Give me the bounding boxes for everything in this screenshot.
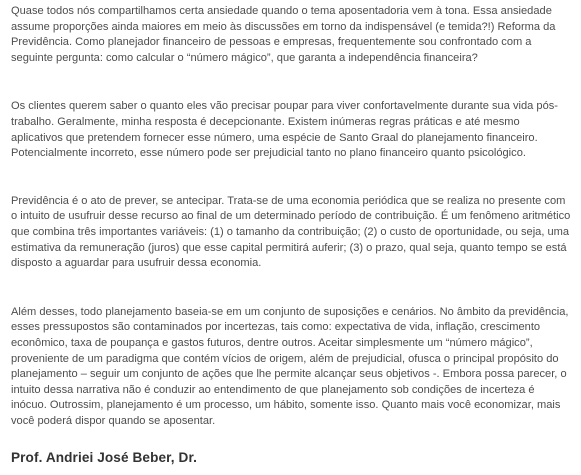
paragraph-2: Os clientes querem saber o quanto eles vão precisar poupar para viver confortavelmente durante sua vida pós-trabalho. Geralmente, minha resposta é decepcionante. Existem inúmeras regras práticas e até mesmo aplicativos que pretendem fornecer esse número, uma espécie de Santo Graal do planejamento financeiro. Potencialmente incorreto, esse número pode ser prejudicial tanto no plano financeiro quanto psicológico.: [11, 100, 558, 160]
paragraph-1: Quase todos nós compartilhamos certa ansiedade quando o tema aposentadoria vem à tona. Essa ansiedade assume proporções ainda maiores em meio às discussões em torno da indispensável (e temida?!) Reforma da Previdência. Como planejador financeiro de pessoas e empresas, frequentemente sou confrontado com a seguinte pergunta: como calcular o “número mágico”, que garanta a independência financeira?: [11, 5, 556, 64]
article-body: [11, 4, 573, 429]
paragraph-4: Além desses, todo planejamento baseia-se em um conjunto de suposições e cenários. No âmbito da previdência, esses pressupostos são contaminados por incertezas, tais como: expectativa de vida, inflação, crescimento econômico, taxa de poupança e gastos futuros, dentre outros. Aceitar simplesmente um “número mágico”, proveniente de um paradigma que contém vícios de origem, além de prejudicial, ofusca o principal propósito do planejamento – seguir um conjunto de ações que lhe permite alcançar seus objetivos -. Embora possa parecer, o intuito dessa narrativa não é conduzir ao entendimento de que planejamento sob condições de incerteza é inócuo. Outrossim, planejamento é um processo, um hábito, somente isso. Quanto mais você economizar, mais você poderá dispor quando se aposentar.: [11, 305, 569, 427]
paragraph-3: Previdência é o ato de prever, se antecipar. Trata-se de uma economia periódica que se realiza no presente com o intuito de usufruir desse recurso ao final de um determinado período de contribuição. É um fenômeno aritmético que combina três importantes variáveis: (1) o tamanho da contribuição; (2) o custo de oportunidade, ou seja, uma estimativa da remuneração (juros) que esse capital permitirá auferir; (3) o prazo, qual seja, quanto tempo se está disposto a aguardar para usufruir dessa economia.: [11, 194, 571, 270]
author-signature: Prof. Andriei José Beber, Dr.: [11, 450, 197, 465]
